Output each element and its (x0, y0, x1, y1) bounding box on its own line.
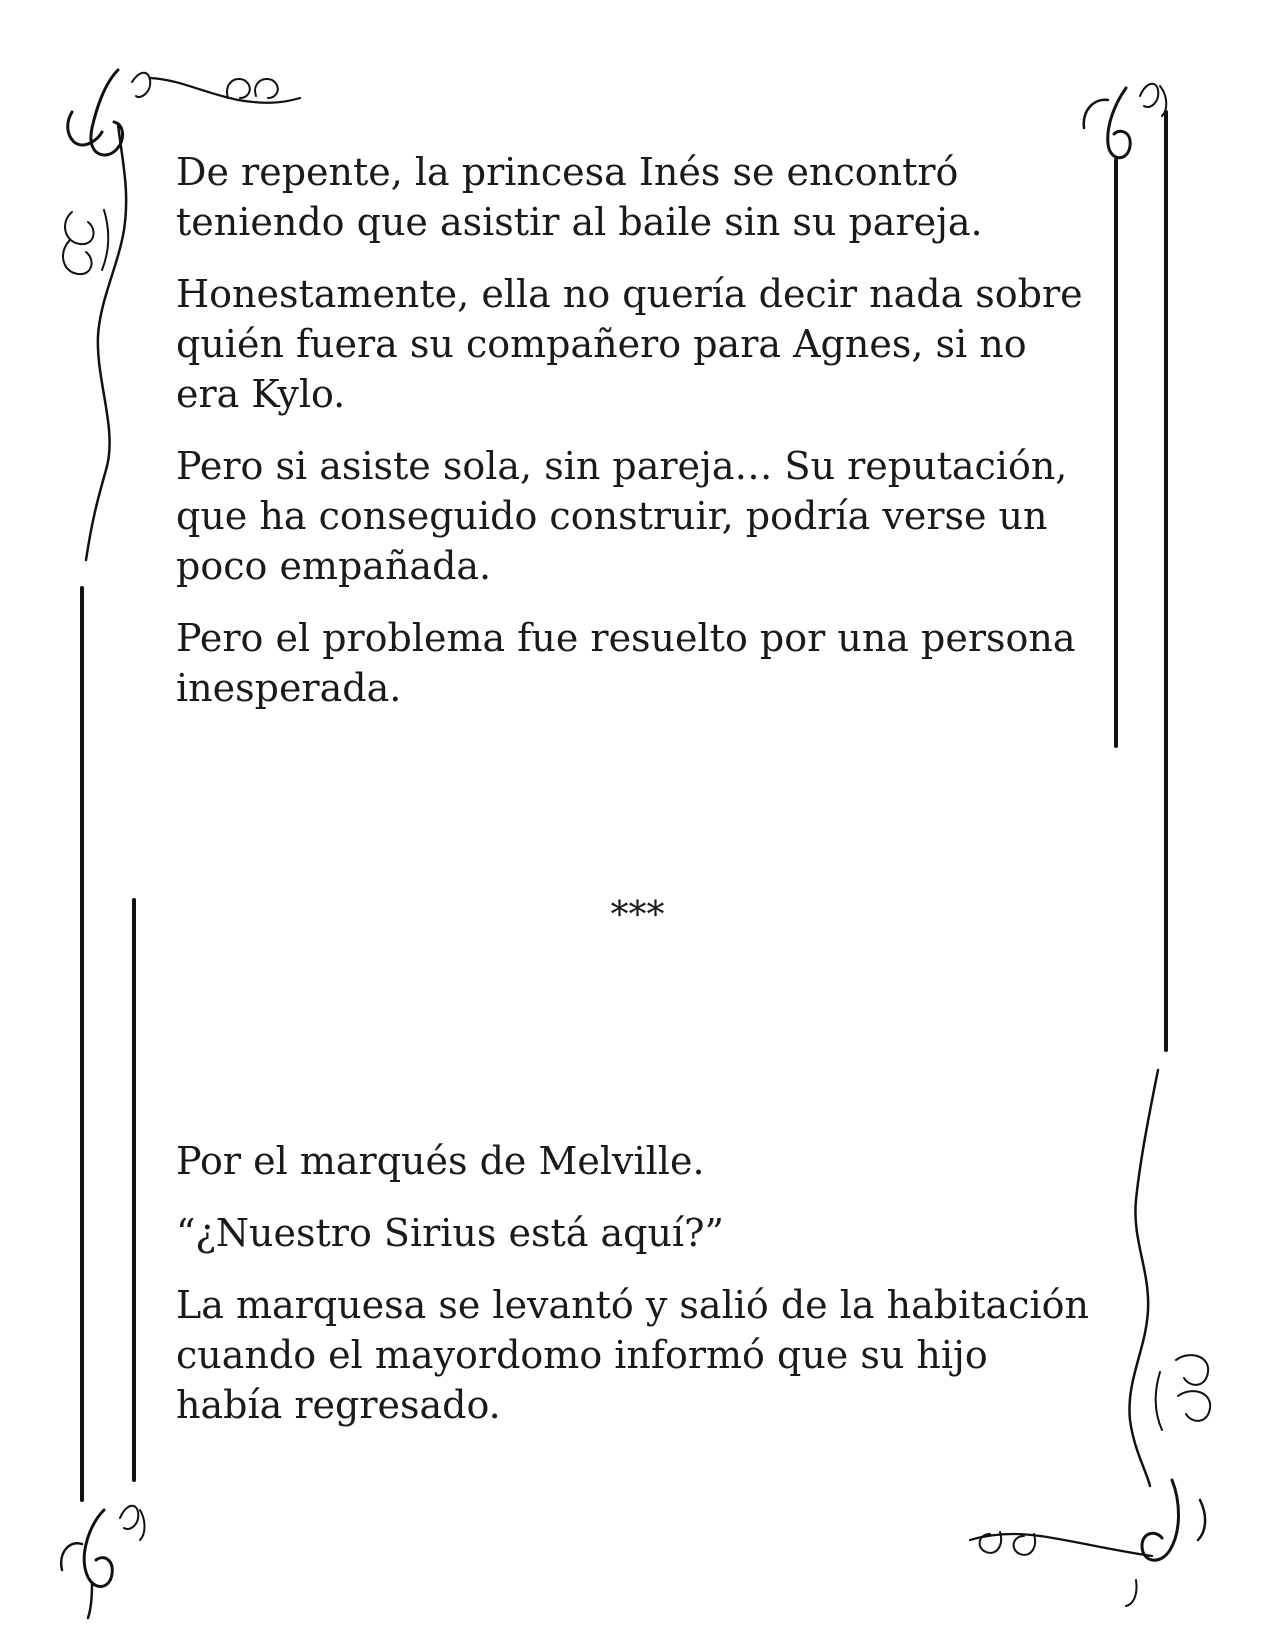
paragraph: La marquesa se levantó y salió de la habitación cuando el mayordomo informó que su hijo había regresado. (176, 1283, 1089, 1427)
flourish-top-right (1084, 84, 1166, 158)
paragraph: Pero el problema fue resuelto por una persona inesperada. (176, 616, 1076, 710)
section-separator: *** (610, 895, 665, 936)
text-block-top (176, 147, 1096, 735)
paragraph: Por el marqués de Melville. (176, 1139, 705, 1183)
flourish-bottom-left (61, 1506, 144, 1618)
paragraph: Pero si asiste sola, sin pareja… Su reputación, que ha conseguido construir, podría verse un poco empañada. (176, 444, 1068, 588)
text-block-bottom (176, 1136, 1096, 1452)
paragraph: “¿Nuestro Sirius está aquí?” (176, 1211, 724, 1255)
paragraph: De repente, la princesa Inés se encontró teniendo que asistir al baile sin su pareja. (176, 150, 983, 244)
paragraph: Honestamente, ella no quería decir nada sobre quién fuera su compañero para Agnes, si no era Kylo. (176, 272, 1083, 416)
